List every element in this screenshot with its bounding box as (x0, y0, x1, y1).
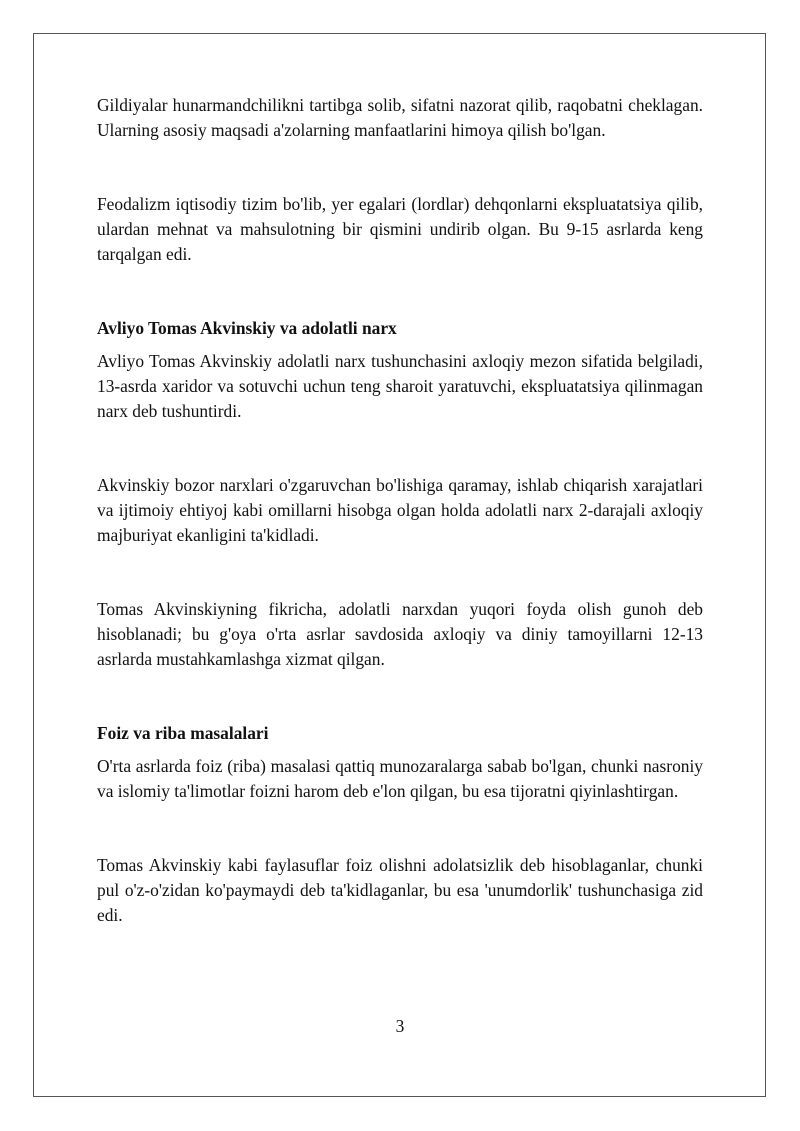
paragraph-market-prices: Akvinskiy bozor narxlari o'zgaruvchan bo'lishiga qaramay, ishlab chiqarish xarajatlari va ijtimoiy ehtiyoj kabi omillarni hisobga olgan holda adolatli narx 2-darajali axloqiy majburiyat ekanligini ta'kidladi. (97, 475, 703, 545)
paragraph-feudalism: Feodalizm iqtisodiy tizim bo'lib, yer egalari (lordlar) dehqonlarni ekspluatatsiya qilib, ulardan mehnat va mahsulotning bir qismini undirib olgan. Bu 9-15 asrlarda keng tarqalgan edi. (97, 194, 703, 264)
section-heading-just-price: Avliyo Tomas Akvinskiy va adolatli narx (97, 318, 397, 338)
page-number: 3 (395, 1016, 405, 1036)
section-heading-interest: Foiz va riba masalalari (97, 723, 269, 743)
page-content (97, 93, 703, 928)
paragraph-interest-injustice: Tomas Akvinskiy kabi faylasuflar foiz olishni adolatsizlik deb hisoblaganlar, chunki pul o'z-o'zidan ko'paymaydi deb ta'kidlaganlar, bu esa 'unumdorlik' tushunchasiga zid edi. (97, 855, 703, 925)
paragraph-guilds: Gildiyalar hunarmandchilikni tartibga solib, sifatni nazorat qilib, raqobatni cheklagan. Ularning asosiy maqsadi a'zolarning manfaatlarini himoya qilish bo'lgan. (97, 95, 703, 140)
paragraph-just-price-definition: Avliyo Tomas Akvinskiy adolatli narx tushunchasini axloqiy mezon sifatida belgiladi, 13-asrda xaridor va sotuvchi uchun teng sharoit yaratuvchi, ekspluatatsiya qilinmagan narx deb tushuntirdi. (97, 351, 703, 421)
paragraph-profit-sin: Tomas Akvinskiyning fikricha, adolatli narxdan yuqori foyda olish gunoh deb hisoblanadi; bu g'oya o'rta asrlar savdosida axloqiy va diniy tamoyillarni 12-13 asrlarda mustahkamlashga xizmat qilgan. (97, 599, 703, 669)
paragraph-riba: O'rta asrlarda foiz (riba) masalasi qattiq munozaralarga sabab bo'lgan, chunki nasroniy va islomiy ta'limotlar foizni harom deb e'lon qilgan, bu esa tijoratni qiyinlashtirgan. (97, 756, 703, 801)
